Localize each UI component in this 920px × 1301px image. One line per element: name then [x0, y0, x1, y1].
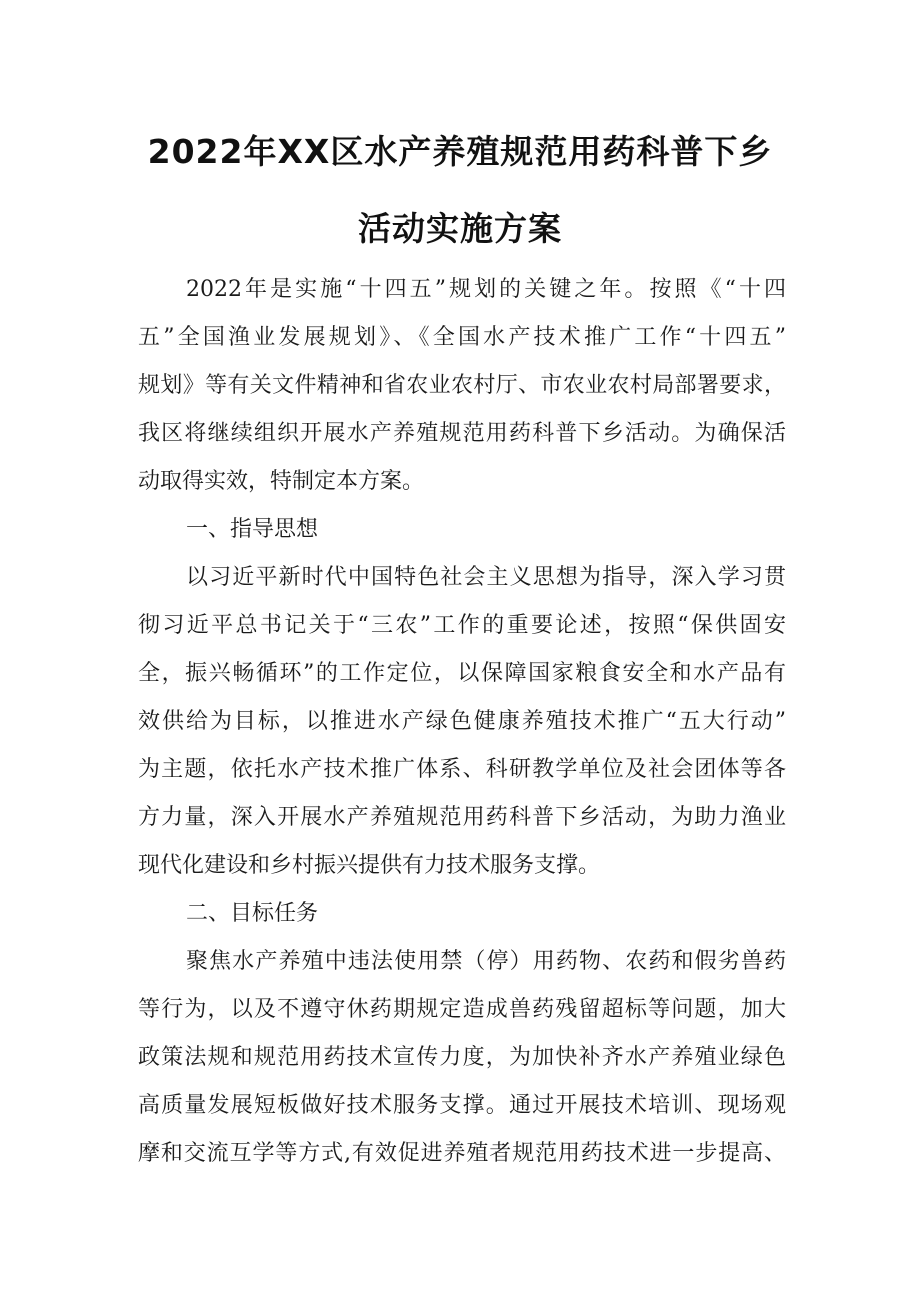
section2-line: 政策法规和规范用药技术宣传力度，为加快补齐水产养殖业绿色 — [138, 1045, 786, 1070]
section2-line: 聚焦水产养殖中违法使用禁（停）用药物、农药和假劣兽药 — [186, 949, 786, 974]
intro-line: 动取得实效，特制定本方案。 — [138, 469, 425, 494]
section1-line: 现代化建设和乡村振兴提供有力技术服务支撑。 — [138, 853, 601, 878]
intro-line: 2022年是实施“十四五”规划的关键之年。按照《“十四 — [186, 277, 786, 302]
intro-line: 五”全国渔业发展规划》、《全国水产技术推广工作“十四五” — [138, 325, 786, 350]
section2-line: 高质量发展短板做好技术服务支撑。通过开展技术培训、现场观 — [138, 1093, 786, 1118]
section1-line: 效供给为目标，以推进水产绿色健康养殖技术推广“五大行动” — [138, 709, 786, 734]
document-title-line-1: 2022年XX区水产养殖规范用药科普下乡 — [147, 132, 773, 171]
section-heading-guiding-ideology: 一、指导思想 — [186, 517, 319, 542]
section1-line: 以习近平新时代中国特色社会主义思想为指导，深入学习贯 — [186, 565, 786, 590]
section1-line: 全，振兴畅循环”的工作定位，以保障国家粮食安全和水产品有 — [138, 661, 786, 686]
intro-line: 规划》等有关文件精神和省农业农村厅、市农业农村局部署要求， — [138, 373, 786, 398]
document-body — [138, 266, 786, 1178]
section-heading-objectives: 二、目标任务 — [186, 901, 319, 926]
document-title-line-2: 活动实施方案 — [358, 209, 562, 248]
section2-line: 摩和交流互学等方式,有效促进养殖者规范用药技术进一步提高、 — [138, 1141, 786, 1166]
section1-line: 为主题，依托水产技术推广体系、科研教学单位及社会团体等各 — [138, 757, 786, 782]
intro-line: 我区将继续组织开展水产养殖规范用药科普下乡活动。为确保活 — [138, 421, 786, 446]
section1-line: 方力量，深入开展水产养殖规范用药科普下乡活动，为助力渔业 — [138, 805, 786, 830]
section2-line: 等行为，以及不遵守休药期规定造成兽药残留超标等问题，加大 — [138, 997, 786, 1022]
section1-line: 彻习近平总书记关于“三农”工作的重要论述，按照“保供固安 — [138, 613, 786, 638]
